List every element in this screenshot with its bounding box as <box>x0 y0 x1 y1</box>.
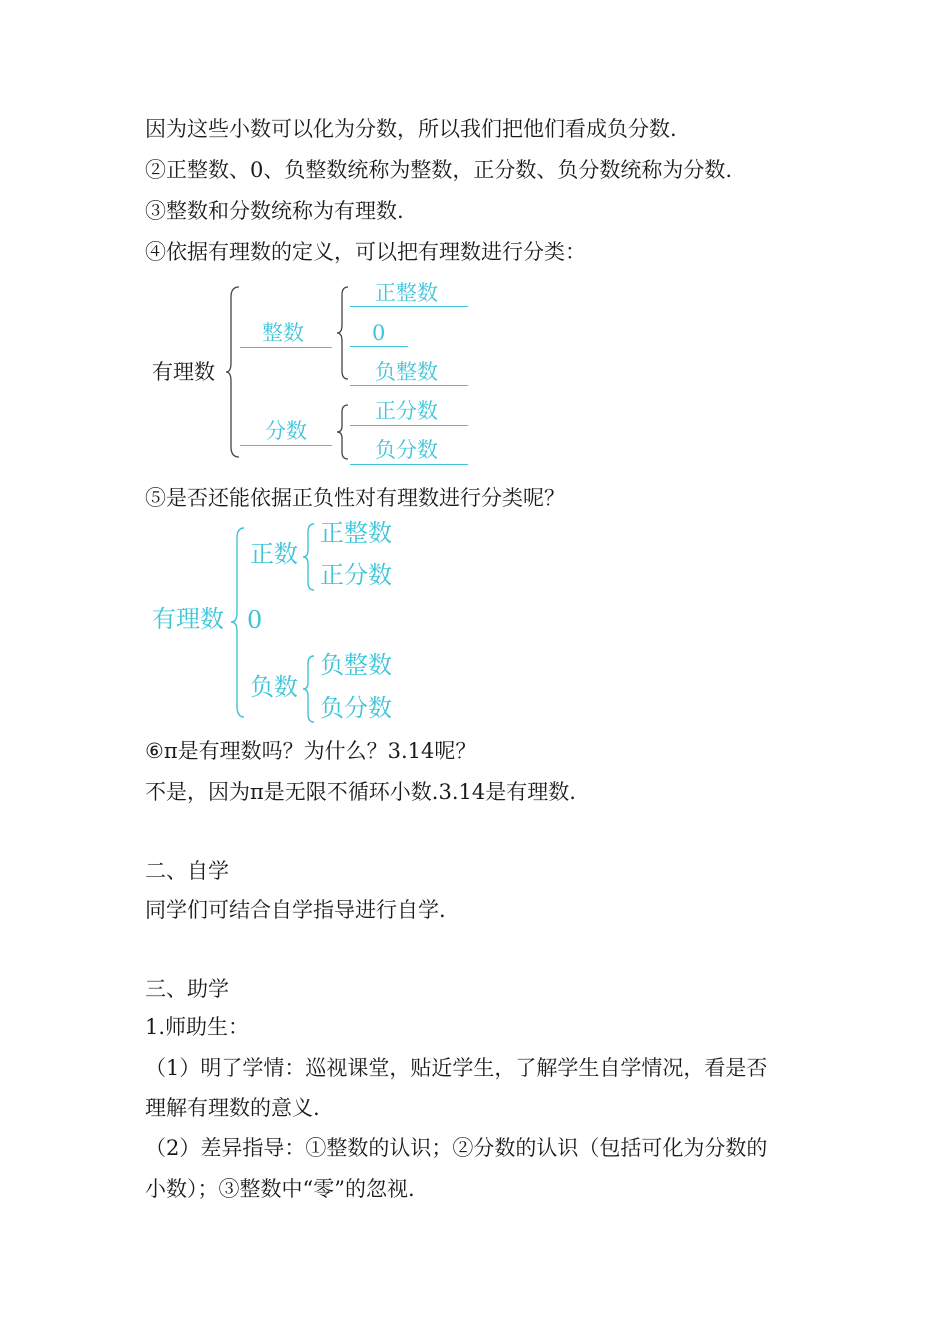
answer-blank <box>350 464 468 465</box>
paragraph: 因为这些小数可以化为分数，所以我们把他们看成负分数. <box>145 117 677 141</box>
paragraph: 不是，因为π是无限不循环小数.3.14是有理数. <box>145 780 576 804</box>
positive-number-answer: 正数 <box>250 540 298 568</box>
answer-blank <box>350 346 408 347</box>
outer-brace <box>230 526 246 720</box>
positive-brace <box>302 522 316 592</box>
paragraph: ⑤是否还能依据正负性对有理数进行分类呢？ <box>145 486 565 510</box>
answer-blank <box>240 445 332 446</box>
answer-blank <box>350 385 468 386</box>
paragraph: ⑥π是有理数吗？为什么？3.14呢？ <box>145 739 477 763</box>
integer-brace <box>336 285 350 383</box>
integer-answer: 整数 <box>262 321 304 345</box>
paragraph: 小数）；③整数中“零”的忽视. <box>145 1177 415 1201</box>
outer-brace <box>225 285 241 460</box>
negative-integer-answer: 负整数 <box>320 651 392 679</box>
answer-blank <box>350 306 468 307</box>
section-heading: 二、自学 <box>145 859 229 883</box>
paragraph: ③整数和分数统称为有理数. <box>145 199 404 223</box>
positive-fraction-answer: 正分数 <box>375 399 438 423</box>
answer-blank <box>350 425 468 426</box>
paragraph: 理解有理数的意义. <box>145 1096 320 1120</box>
diagram-root-label: 有理数 <box>152 360 215 384</box>
paragraph: 同学们可结合自学指导进行自学. <box>145 898 446 922</box>
paragraph: （1）明了学情：巡视课堂，贴近学生，了解学生自学情况，看是否 <box>145 1056 768 1080</box>
paragraph: 1.师助生： <box>145 1015 250 1039</box>
fraction-answer: 分数 <box>265 419 307 443</box>
positive-fraction-answer: 正分数 <box>320 561 392 589</box>
negative-number-answer: 负数 <box>250 673 298 701</box>
paragraph: ②正整数、0、负整数统称为整数，正分数、负分数统称为分数. <box>145 158 733 182</box>
negative-fraction-answer: 负分数 <box>320 694 392 722</box>
answer-blank <box>240 347 332 348</box>
zero-answer: 0 <box>247 606 263 634</box>
section-heading: 三、助学 <box>145 977 229 1001</box>
negative-brace <box>302 654 316 724</box>
negative-integer-answer: 负整数 <box>375 360 438 384</box>
fraction-brace <box>336 403 350 461</box>
paragraph: ④依据有理数的定义，可以把有理数进行分类： <box>145 240 586 264</box>
positive-integer-answer: 正整数 <box>320 519 392 547</box>
positive-integer-answer: 正整数 <box>375 281 438 305</box>
zero-answer: 0 <box>372 321 386 345</box>
paragraph: （2）差异指导：①整数的认识；②分数的认识（包括可化为分数的 <box>145 1136 768 1160</box>
negative-fraction-answer: 负分数 <box>375 438 438 462</box>
diagram-root-label: 有理数 <box>152 605 224 633</box>
